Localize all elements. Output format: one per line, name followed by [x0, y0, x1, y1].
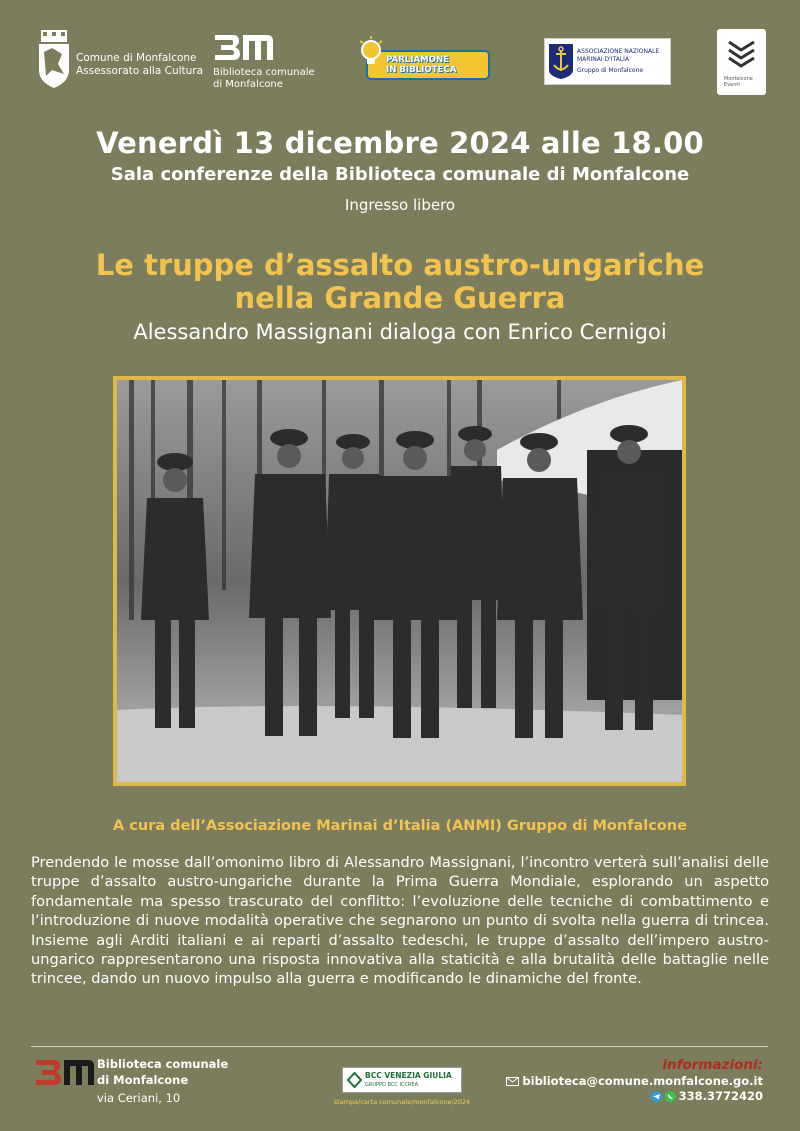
lightbulb-icon [358, 36, 384, 76]
footer-address: via Ceriani, 10 [97, 1091, 181, 1105]
info-phone[interactable]: 338.3772420 [678, 1089, 763, 1103]
event-entry: Ingresso libero [344, 196, 456, 214]
biblioteca-logo [213, 32, 333, 92]
info-email-link[interactable]: biblioteca@comune.monfalcone.go.it [522, 1074, 763, 1088]
event-description: Prendendo le mosse dall’omonimo libro di Alessandro Massignani, l’incontro verterà sull’analisi delle truppe d’assalto austro-ungariche durante la Prima Guerra Mondiale, esplorando un aspetto fondamentale ma spesso trascurato del conflitto: l’evoluzione delle tecniche di combattimento e l’introduzione di nuove modalità operative che segnarono un punto di svolta nella guerra di trincea. Insieme agli Arditi italiani e ai reparti d’assalto tedeschi, le truppe d’assalto dell’impero austro-ungarico rappresentarono una risposta innovativa alla staticità e alla brutalità delle battaglie nelle trincee, dando un nuovo impulso alla guerra e modificando le dinamiche del fronte. [31, 854, 769, 988]
anchor-icon [549, 44, 573, 79]
event-venue: Sala conferenze della Biblioteca comunale di Monfalcone [110, 164, 690, 185]
footer-library-name: Biblioteca comunale [97, 1057, 229, 1071]
monfalcone-eventi-label: Monfalcone Eventi [724, 76, 753, 88]
print-stamp: stampa/carta comunale/monfalcone/2024 [333, 1098, 471, 1106]
sponsor-sub: GRUPPO BCC ICCREA [365, 1082, 418, 1088]
event-curator: A cura dell’Associazione Marinai d’Italia (ANMI) Gruppo di Monfalcone [113, 818, 687, 834]
comune-logo [38, 30, 204, 90]
parliamone-line2: IN BIBLIOTECA [386, 65, 457, 75]
bcc-icon [347, 1072, 362, 1088]
event-title-line2: nella Grande Guerra [234, 281, 566, 315]
footer-library-city: di Monfalcone [97, 1073, 189, 1087]
parliamone-line1: PARLIAMONE [386, 55, 450, 65]
parliamone-badge [366, 50, 490, 80]
info-heading: informazioni: [662, 1057, 763, 1073]
footer-bm-logo-icon [34, 1057, 96, 1087]
event-speaker: Alessandro Massignani dialoga con Enrico Cernigoi [133, 320, 667, 344]
comune-shield-icon [38, 30, 70, 88]
biblioteca-city: di Monfalcone [213, 79, 283, 90]
comune-name: Comune di Monfalcone [76, 52, 197, 64]
telegram-icon [651, 1091, 662, 1102]
soldiers-photo [113, 376, 686, 786]
anmi-logo [544, 38, 671, 85]
soldiers-photo-illustration [117, 380, 682, 782]
monfalcone-eventi-mark-icon [727, 38, 756, 72]
monfalcone-eventi-logo [717, 29, 766, 95]
envelope-icon [506, 1077, 519, 1086]
footer-divider [31, 1046, 768, 1047]
info-phone-row [600, 1089, 763, 1103]
biblioteca-name: Biblioteca comunale [213, 67, 315, 78]
bm-monogram-icon [213, 32, 275, 62]
info-email-row [490, 1074, 763, 1088]
sponsor-name: BCC VENEZIA GIULIA [365, 1071, 452, 1080]
anmi-line3: Gruppo di Monfalcone [577, 67, 644, 74]
anmi-line2: MARINAI D'ITALIA [577, 56, 630, 63]
sponsor-logo [342, 1067, 462, 1093]
comune-assessorato: Assessorato alla Cultura [76, 65, 204, 77]
event-title-line1: Le truppe d’assalto austro-ungariche [95, 248, 705, 282]
parliamone-logo [358, 36, 494, 86]
event-date: Venerdì 13 dicembre 2024 alle 18.00 [96, 126, 704, 160]
anmi-line1: ASSOCIAZIONE NAZIONALE [577, 48, 660, 55]
whatsapp-icon [665, 1091, 676, 1102]
